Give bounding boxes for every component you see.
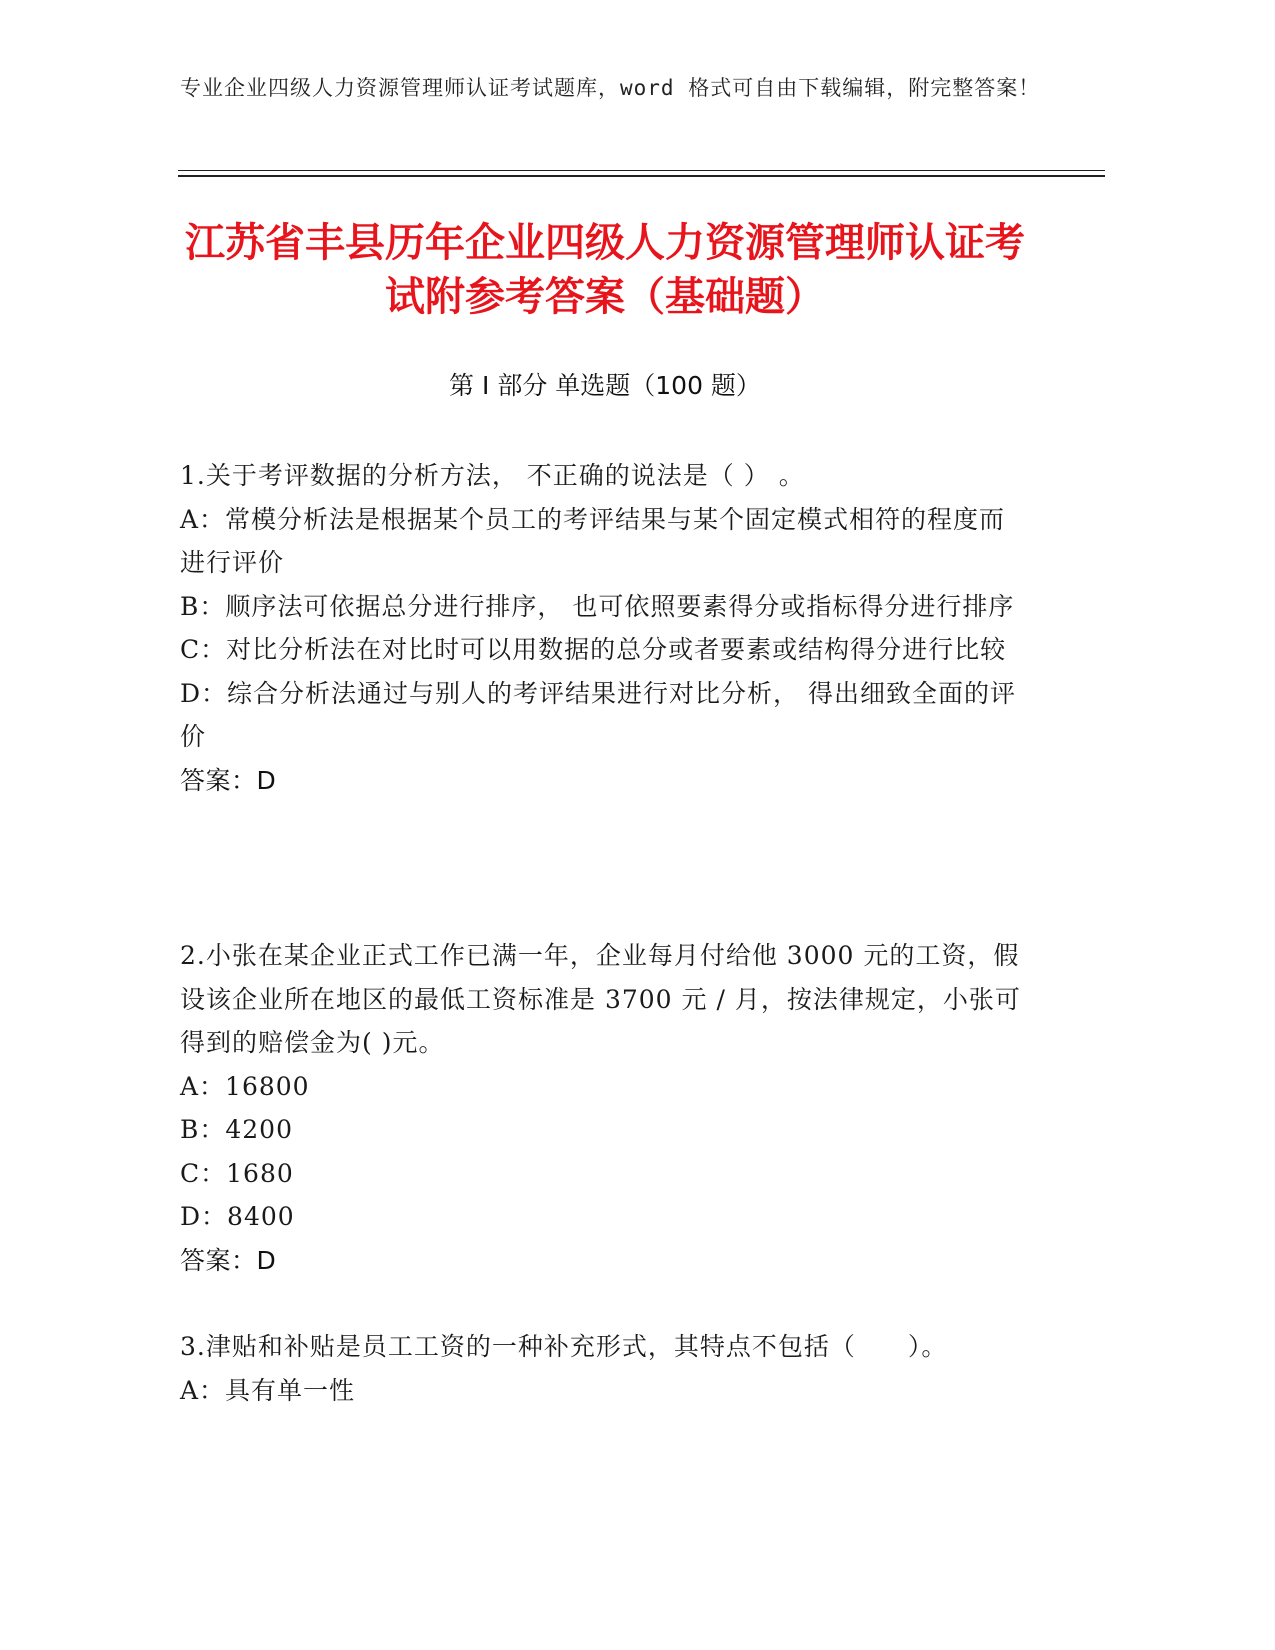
question-stem: 1.关于考评数据的分析方法， 不正确的说法是（ ） 。: [180, 461, 805, 490]
option-b: B：4200: [180, 1115, 293, 1144]
answer: 答案：D: [180, 1245, 277, 1275]
question-3: [180, 1325, 1030, 1412]
option-a: A：常模分析法是根据某个员工的考评结果与某个固定模式相符的程度而进行评价: [180, 504, 1006, 577]
question-stem: 2.小张在某企业正式工作已满一年，企业每月付给他 3000 元的工资，假设该企业所在地区的最低工资标准是 3700 元 / 月，按法律规定，小张可得到的赔偿金为( )元。: [180, 941, 1021, 1057]
option-d: D：综合分析法通过与别人的考评结果进行对比分析， 得出细致全面的评价: [180, 678, 1016, 751]
option-d: D：8400: [180, 1202, 295, 1231]
option-b: B：顺序法可依据总分进行排序， 也可依照要素得分或指标得分进行排序: [180, 591, 1015, 621]
option-a: A：具有单一性: [180, 1375, 356, 1405]
answer: 答案：D: [180, 765, 277, 795]
option-a: A：16800: [180, 1071, 310, 1101]
option-c: C：1680: [180, 1158, 294, 1188]
section-title: 第 I 部分 单选题（100 题）: [449, 371, 761, 400]
document-title: 江苏省丰县历年企业四级人力资源管理师认证考试附参考答案（基础题）: [185, 220, 1025, 320]
header-note: 专业企业四级人力资源管理师认证考试题库，word 格式可自由下载编辑，附完整答案！: [180, 76, 1041, 100]
option-c: C：对比分析法在对比时可以用数据的总分或者要素或结构得分进行比较: [180, 635, 1007, 664]
question-2: [180, 934, 1030, 1282]
header-divider-thin: [178, 170, 1105, 171]
header-divider-thick: [178, 175, 1105, 177]
question-stem: 3.津贴和补贴是员工工资的一种补充形式，其特点不包括（ ）。: [180, 1332, 948, 1361]
question-1: [180, 454, 1030, 802]
